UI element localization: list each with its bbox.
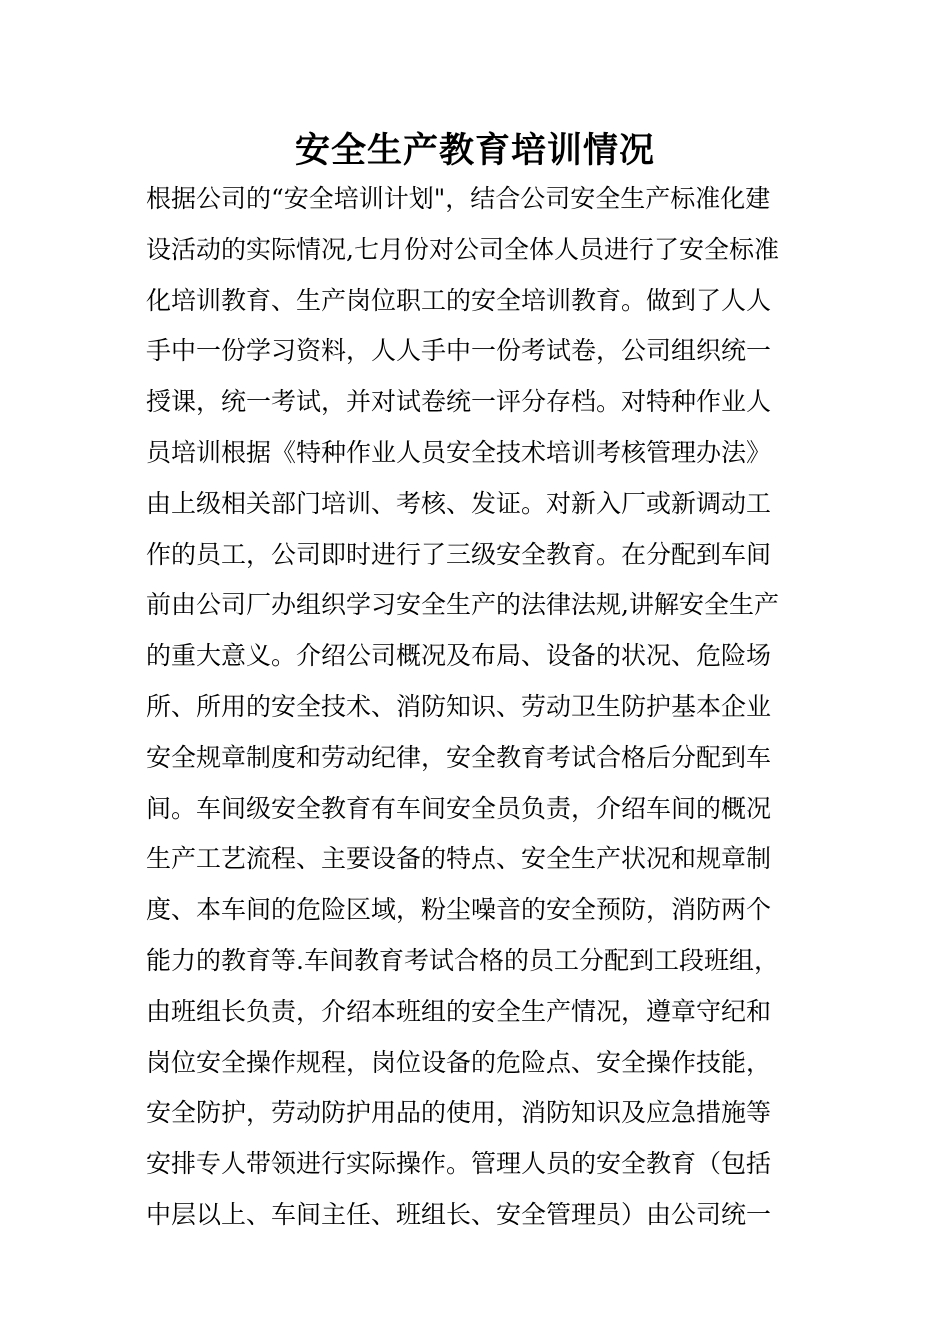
- body-line: 作的员工，公司即时进行了三级安全教育。在分配到车间: [146, 539, 772, 569]
- body-line: 岗位安全操作规程，岗位设备的危险点、安全操作技能，: [146, 1047, 772, 1077]
- body-line: 安排专人带领进行实际操作。管理人员的安全教育（包括: [146, 1149, 772, 1179]
- body-line: 能力的教育等.车间教育考试合格的员工分配到工段班组，: [146, 945, 779, 975]
- body-line: 安全规章制度和劳动纪律，安全教育考试合格后分配到车: [146, 742, 772, 772]
- body-line: 所、所用的安全技术、消防知识、劳动卫生防护基本企业: [146, 691, 772, 721]
- body-line: 授课，统一考试，并对试卷统一评分存档。对特种作业人: [146, 387, 772, 417]
- body-line: 的重大意义。介绍公司概况及布局、设备的状况、危险场: [146, 641, 772, 671]
- body-line: 设活动的实际情况,七月份对公司全体人员进行了安全标准: [146, 234, 779, 264]
- body-line: 生产工艺流程、主要设备的特点、安全生产状况和规章制: [146, 844, 772, 874]
- body-line: 间。车间级安全教育有车间安全员负责，介绍车间的概况: [146, 793, 772, 823]
- body-line: 度、本车间的危险区域，粉尘噪音的安全预防，消防两个: [146, 895, 772, 925]
- body-line: 手中一份学习资料，人人手中一份考试卷，公司组织统一: [146, 336, 772, 366]
- body-line: 员培训根据《特种作业人员安全技术培训考核管理办法》: [146, 437, 772, 467]
- body-line: 安全防护，劳动防护用品的使用，消防知识及应急措施等: [146, 1098, 772, 1128]
- body-line: 前由公司厂办组织学习安全生产的法律法规,讲解安全生产: [146, 590, 779, 620]
- body-line: 根据公司的“安全培训计划"，结合公司安全生产标准化建: [146, 184, 771, 213]
- body-line: 由班组长负责，介绍本班组的安全生产情况，遵章守纪和: [146, 996, 772, 1026]
- document-body: [146, 174, 810, 1241]
- document-title: 安全生产教育培训情况: [294, 130, 655, 171]
- body-line: 由上级相关部门培训、考核、发证。对新入厂或新调动工: [146, 488, 772, 518]
- body-line: 中层以上、车间主任、班组长、安全管理员）由公司统一: [146, 1199, 772, 1229]
- body-line: 化培训教育、生产岗位职工的安全培训教育。做到了人人: [146, 285, 772, 315]
